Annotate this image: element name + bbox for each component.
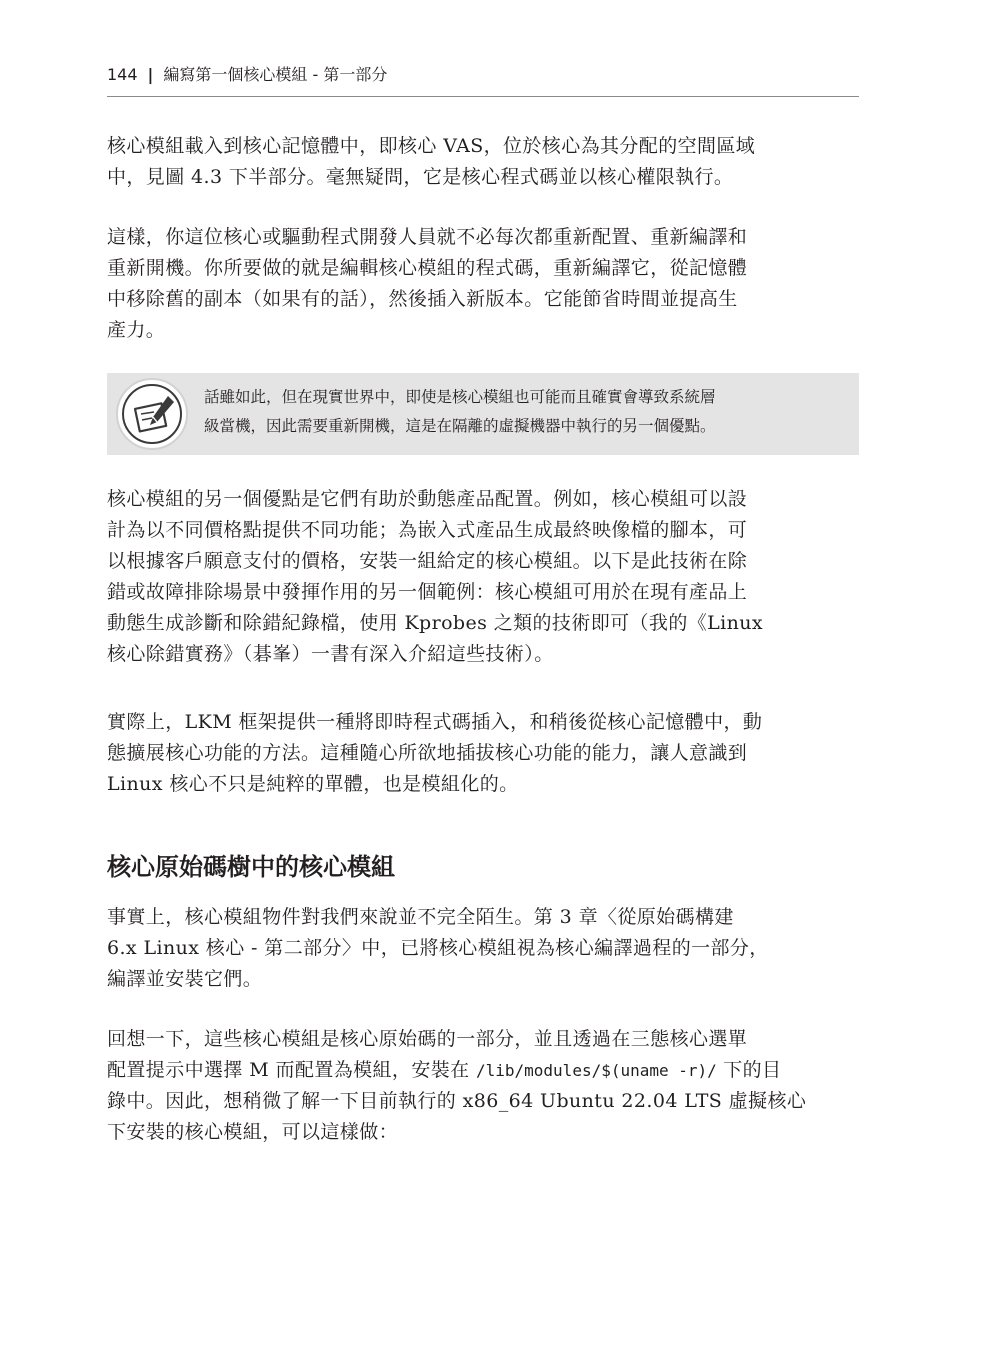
paragraph-line: 核心模組載入到核心記憶體中，即核心 VAS，位於核心為其分配的空間區域 xyxy=(107,135,756,157)
paragraph-line: 計為以不同價格點提供不同功能；為嵌入式產品生成最終映像檔的腳本，可 xyxy=(107,519,748,541)
pen-and-paper-icon xyxy=(114,376,190,452)
paragraph-line: 實際上，LKM 框架提供一種將即時程式碼插入，和稍後從核心記憶體中，動 xyxy=(107,711,763,733)
paragraph-line: 中，見圖 4.3 下半部分。毫無疑問，它是核心程式碼並以核心權限執行。 xyxy=(107,166,734,188)
paragraph-line: 錄中。因此，想稍微了解一下目前執行的 x86_64 Ubuntu 22.04 LTS 虛擬核心 xyxy=(107,1090,807,1112)
paragraph-line: 態擴展核心功能的方法。這種隨心所欲地插拔核心功能的能力，讓人意識到 xyxy=(107,742,748,764)
running-header xyxy=(107,62,859,97)
paragraph-5 xyxy=(107,902,859,995)
paragraph-line: 動態生成診斷和除錯紀錄檔，使用 Kprobes 之類的技術即可（我的《Linux xyxy=(107,612,763,634)
paragraph-line: 編譯並安裝它們。 xyxy=(107,968,263,990)
page-number: 144 xyxy=(107,65,138,84)
inline-code-path: /lib/modules/$(uname -r)/ xyxy=(475,1061,717,1080)
note-text xyxy=(204,383,844,441)
paragraph-line: 下安裝的核心模組，可以這樣做： xyxy=(107,1121,399,1143)
chapter-title: 編寫第一個核心模組 - 第一部分 xyxy=(163,65,388,84)
paragraph-line: 中移除舊的副本（如果有的話），然後插入新版本。它能節省時間並提高生 xyxy=(107,288,738,310)
paragraph-line: 核心模組的另一個優點是它們有助於動態產品配置。例如，核心模組可以設 xyxy=(107,488,748,510)
note-line: 級當機，因此需要重新開機，這是在隔離的虛擬機器中執行的另一個優點。 xyxy=(204,417,716,435)
paragraph-4 xyxy=(107,707,859,800)
paragraph-line: 核心除錯實務》（碁峯）一書有深入介紹這些技術）。 xyxy=(107,643,554,665)
paragraph-line: 6.x Linux 核心 - 第二部分〉中，已將核心模組視為核心編譯過程的一部分， xyxy=(107,937,769,959)
note-line: 話雖如此，但在現實世界中，即使是核心模組也可能而且確實會導致系統層 xyxy=(204,388,716,406)
paragraph-1 xyxy=(107,131,859,193)
paragraph-line: 這樣，你這位核心或驅動程式開發人員就不必每次都重新配置、重新編譯和 xyxy=(107,226,748,248)
paragraph-line: 產力。 xyxy=(107,319,166,341)
paragraph-line: 回想一下，這些核心模組是核心原始碼的一部分，並且透過在三態核心選單 xyxy=(107,1028,748,1050)
paragraph-line: 事實上，核心模組物件對我們來說並不完全陌生。第 3 章〈從原始碼構建 xyxy=(107,906,734,928)
paragraph-line: 重新開機。你所要做的就是編輯核心模組的程式碼，重新編譯它，從記憶體 xyxy=(107,257,748,279)
paragraph-line: 以根據客戶願意支付的價格，安裝一組給定的核心模組。以下是此技術在除 xyxy=(107,550,748,572)
paragraph-2 xyxy=(107,222,859,346)
paragraph-6 xyxy=(107,1024,859,1148)
note-box xyxy=(107,373,859,455)
paragraph-3 xyxy=(107,484,859,670)
paragraph-line: 錯或故障排除場景中發揮作用的另一個範例：核心模組可用於在現有產品上 xyxy=(107,581,748,603)
paragraph-text: 下的目 xyxy=(716,1059,782,1081)
paragraph-line: Linux 核心不只是純粹的單體，也是模組化的。 xyxy=(107,773,519,795)
section-heading: 核心原始碼樹中的核心模組 xyxy=(107,853,395,881)
paragraph-text: 配置提示中選擇 M 而配置為模組，安裝在 xyxy=(107,1059,476,1081)
header-separator: | xyxy=(147,65,154,84)
paragraph-line xyxy=(107,1055,859,1086)
